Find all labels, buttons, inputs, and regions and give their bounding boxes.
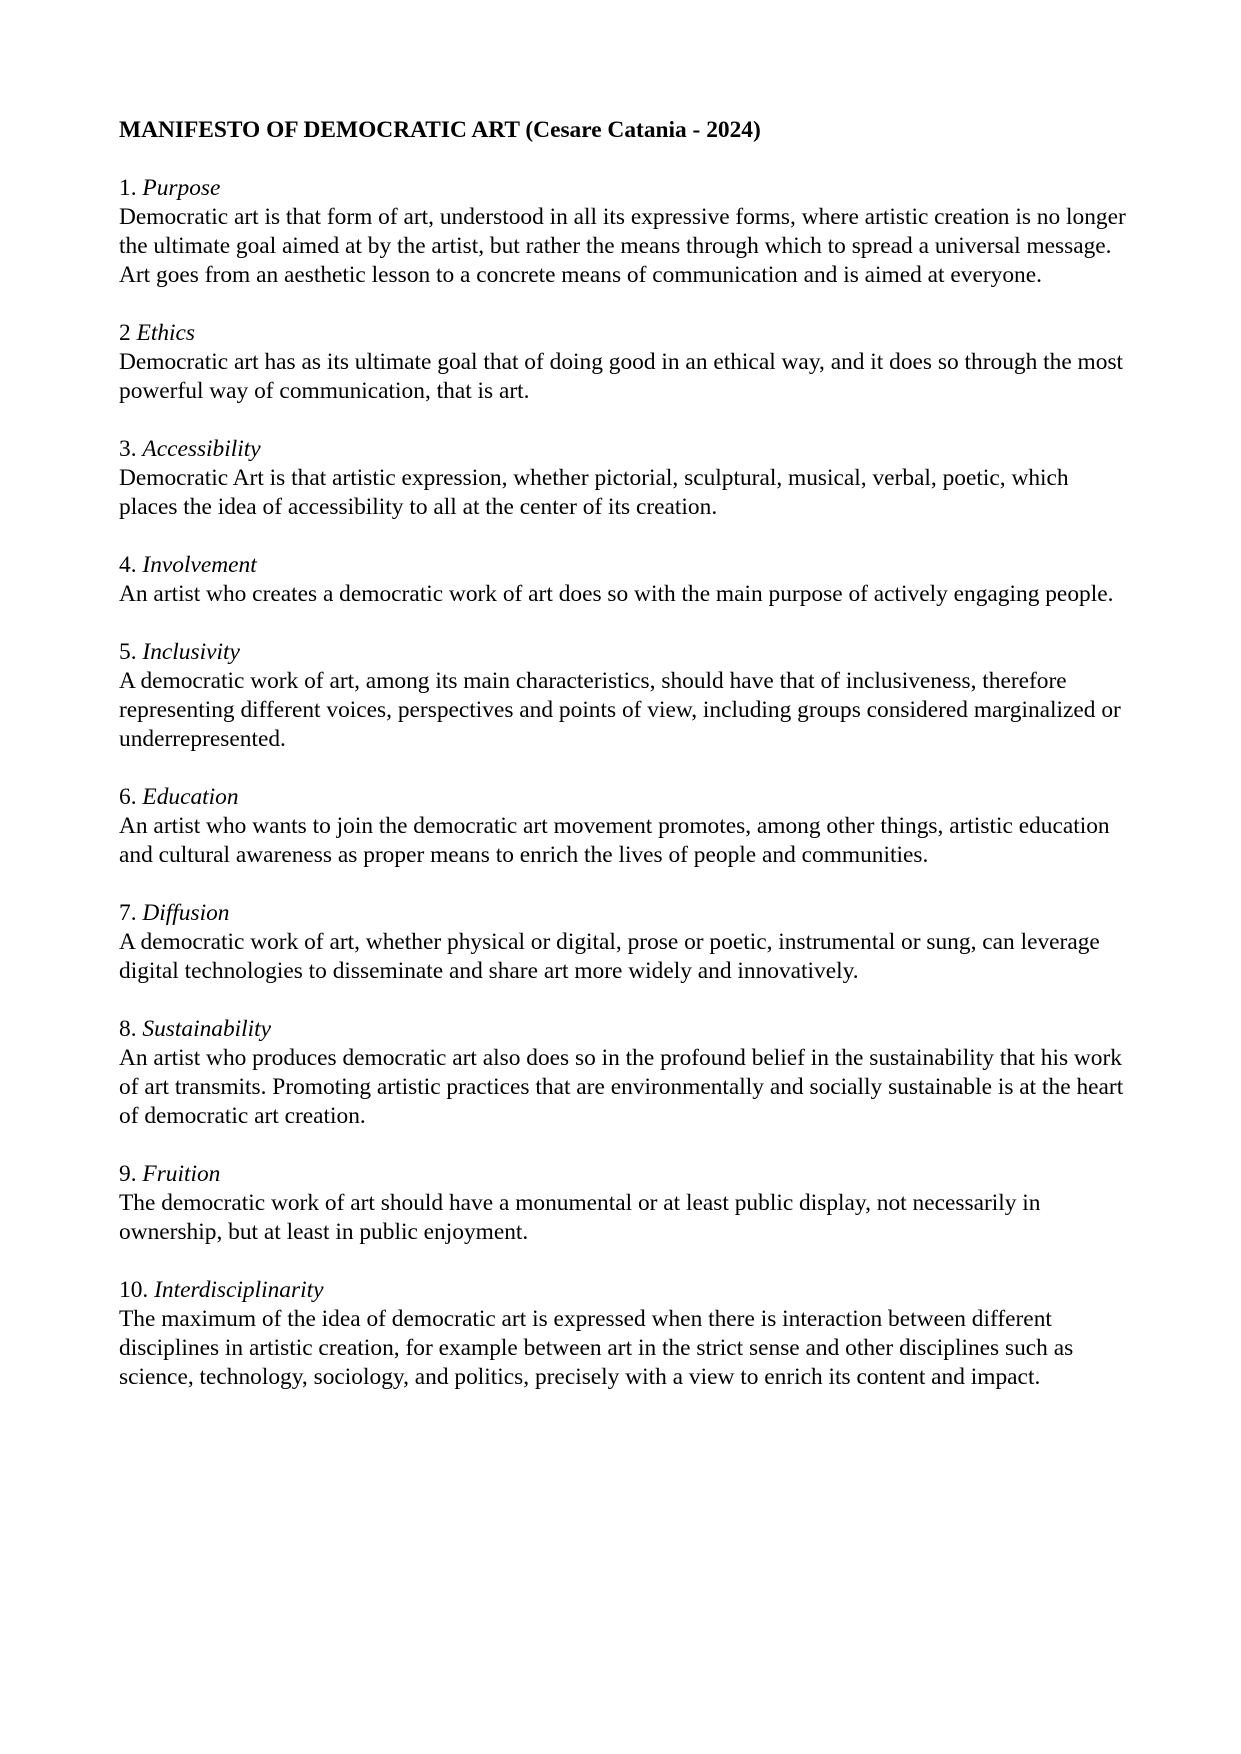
document-content xyxy=(119,116,1129,1421)
section-heading xyxy=(119,435,1129,464)
section-number: 5. xyxy=(119,639,137,665)
section-number: 4. xyxy=(119,552,137,578)
section-heading xyxy=(119,783,1129,812)
section-body: The maximum of the idea of democratic art is expressed when there is interaction between different disciplines in artistic creation, for example between art in the strict sense and other disciplines such as science, technology, sociology, and politics, precisely with a view to enrich its content and impact. xyxy=(119,1306,1074,1390)
section-heading xyxy=(119,1160,1129,1189)
manifesto-section xyxy=(119,319,1129,406)
section-title: Sustainability xyxy=(142,1016,272,1042)
section-number: 9. xyxy=(119,1161,137,1187)
sections-list xyxy=(119,174,1129,1392)
section-body: A democratic work of art, among its main characteristics, should have that of inclusiveness, therefore representing different voices, perspectives and points of view, including groups considered marginalized or underrepresented. xyxy=(119,668,1121,752)
section-heading xyxy=(119,899,1129,928)
section-number: 8. xyxy=(119,1016,137,1042)
manifesto-section xyxy=(119,1015,1129,1131)
section-title: Purpose xyxy=(142,175,221,201)
manifesto-section xyxy=(119,551,1129,609)
section-heading xyxy=(119,551,1129,580)
manifesto-section xyxy=(119,899,1129,986)
section-title: Inclusivity xyxy=(142,639,240,665)
section-heading xyxy=(119,1015,1129,1044)
section-number: 2 xyxy=(119,320,131,346)
section-number: 7. xyxy=(119,900,137,926)
section-title: Involvement xyxy=(142,552,257,578)
section-number: 3. xyxy=(119,436,137,462)
section-body: Democratic art has as its ultimate goal that of doing good in an ethical way, and it does so through the most powerful way of communication, that is art. xyxy=(119,349,1124,404)
section-body: An artist who creates a democratic work of art does so with the main purpose of actively engaging people. xyxy=(119,581,1114,607)
manifesto-section xyxy=(119,783,1129,870)
manifesto-section xyxy=(119,638,1129,754)
section-title: Ethics xyxy=(136,320,196,346)
section-title: Accessibility xyxy=(142,436,261,462)
section-body: Democratic Art is that artistic expression, whether pictorial, sculptural, musical, verbal, poetic, which places the idea of accessibility to all at the center of its creation. xyxy=(119,465,1069,520)
manifesto-section xyxy=(119,1276,1129,1392)
section-title: Education xyxy=(142,784,239,810)
section-body: An artist who wants to join the democratic art movement promotes, among other things, artistic education and cultural awareness as proper means to enrich the lives of people and communities. xyxy=(119,813,1110,868)
manifesto-section xyxy=(119,174,1129,290)
section-body: Democratic art is that form of art, understood in all its expressive forms, where artistic creation is no longer the ultimate goal aimed at by the artist, but rather the means through which to spread a universal message. Art goes from an aesthetic lesson to a concrete means of communication and is aimed at everyone. xyxy=(119,204,1126,288)
section-body: An artist who produces democratic art also does so in the profound belief in the sustainability that his work of art transmits. Promoting artistic practices that are environmentally and socially sustainable is at the heart of democratic art creation. xyxy=(119,1045,1124,1129)
section-heading xyxy=(119,1276,1129,1305)
section-heading xyxy=(119,638,1129,667)
section-heading xyxy=(119,319,1129,348)
section-heading xyxy=(119,174,1129,203)
section-title: Fruition xyxy=(142,1161,221,1187)
section-number: 6. xyxy=(119,784,137,810)
document-title: MANIFESTO OF DEMOCRATIC ART (Cesare Catania - 2024) xyxy=(119,117,761,143)
section-body: A democratic work of art, whether physical or digital, prose or poetic, instrumental or sung, can leverage digital technologies to disseminate and share art more widely and innovatively. xyxy=(119,929,1100,984)
section-number: 10. xyxy=(119,1277,149,1303)
section-number: 1. xyxy=(119,175,137,201)
section-title: Diffusion xyxy=(142,900,230,926)
manifesto-section xyxy=(119,1160,1129,1247)
manifesto-section xyxy=(119,435,1129,522)
section-title: Interdisciplinarity xyxy=(154,1277,324,1303)
section-body: The democratic work of art should have a monumental or at least public display, not necessarily in ownership, but at least in public enjoyment. xyxy=(119,1190,1041,1245)
